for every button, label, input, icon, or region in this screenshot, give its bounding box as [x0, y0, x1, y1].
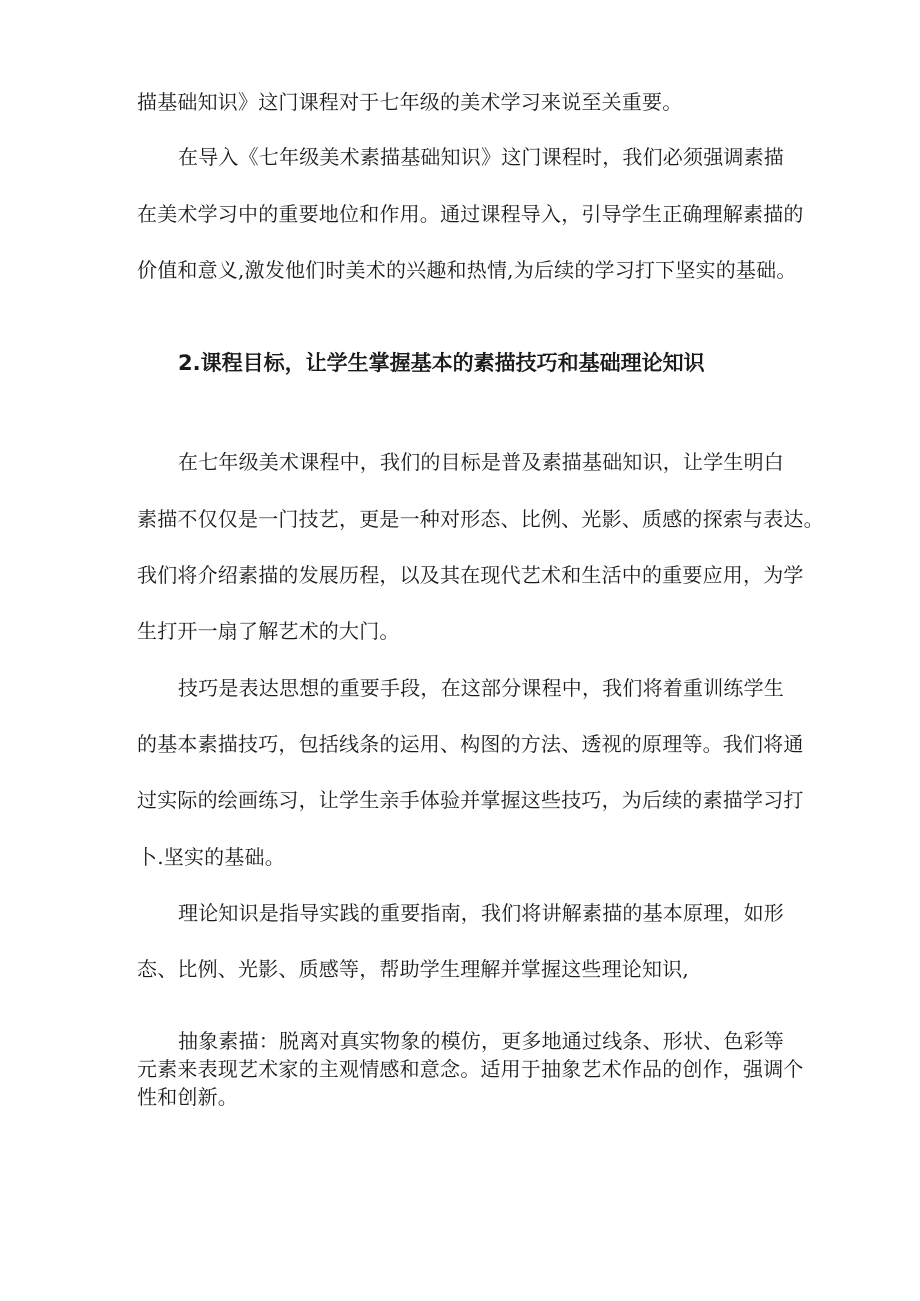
paragraph-line: 抽象素描：脱离对真实物象的模仿，更多地通过线条、形状、色彩等 — [178, 1029, 784, 1053]
paragraph-line: 描基础知识》这门课程对于七年级的美术学习来说至关重要。 — [137, 90, 683, 114]
paragraph-line: 在导入《七年级美术素描基础知识》这门课程时，我们必须强调素描 — [178, 145, 784, 169]
paragraph-line: 卜.坚实的基础。 — [137, 845, 285, 869]
paragraph-line: 过实际的绘画练习，让学生亲手体验并掌握这些技巧，为后续的素描学习打 — [137, 788, 804, 812]
paragraph-line: 素描不仅仅是一门技艺，更是一种对形态、比例、光影、质感的探索与表达。 — [137, 507, 824, 531]
paragraph-line: 我们将介绍素描的发展历程，以及其在现代艺术和生活中的重要应用，为学 — [137, 563, 804, 587]
paragraph-line: 理论知识是指导实践的重要指南，我们将讲解素描的基本原理，如形 — [178, 901, 784, 925]
paragraph-line: 价值和意义,激发他们时美术的兴趣和热情,为后续的学习打下坚实的基础。 — [137, 258, 797, 282]
paragraph-line: 性和创新。 — [137, 1085, 238, 1109]
paragraph-line: 元素来表现艺术家的主观情感和意念。适用于抽象艺术作品的创作，强调个 — [137, 1057, 804, 1081]
paragraph-line: 的基本素描技巧，包括线条的运用、构图的方法、透视的原理等。我们将通 — [137, 732, 804, 756]
paragraph-line: 技巧是表达思想的重要手段，在这部分课程中，我们将着重训练学生 — [178, 676, 784, 700]
paragraph-line: 生打开一扇了解艺术的大门。 — [137, 619, 400, 643]
paragraph-line: 在美术学习中的重要地位和作用。通过课程导入，引导学生正确理解素描的 — [137, 202, 804, 226]
paragraph-line: 态、比例、光影、质感等，帮助学生理解并掌握这些理论知识, — [137, 957, 689, 981]
section-heading: 2.课程目标，让学生掌握基本的素描技巧和基础理论知识 — [178, 351, 705, 375]
paragraph-line: 在七年级美术课程中，我们的目标是普及素描基础知识，让学生明白 — [178, 450, 784, 474]
